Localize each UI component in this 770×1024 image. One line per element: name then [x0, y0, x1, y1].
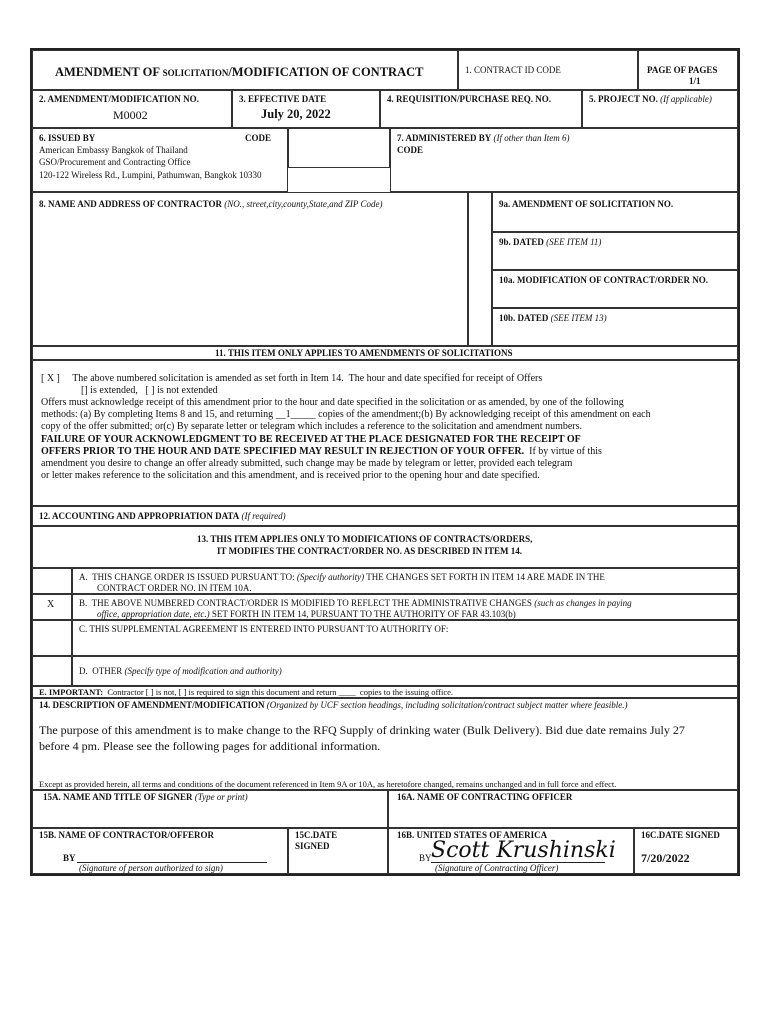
item-16b-label: 16B. UNITED STATES OF AMERICA — [397, 830, 548, 840]
item-16b-cell — [388, 828, 634, 874]
issued-by-cell — [32, 128, 288, 192]
item-11-warning-2: OFFERS PRIOR TO THE HOUR AND DATE SPECIFIED MAY RESULT IN REJECTION OF YOUR OFFER. If by virtue of this — [41, 446, 602, 457]
item-11-line-2: [] is extended, [ ] is not extended — [41, 385, 218, 396]
item-14-label: 14. DESCRIPTION OF AMENDMENT/MODIFICATION (Organized by UCF section headings, including solicitation/contract subject matter where feasible.) — [39, 700, 628, 710]
item-16a-label: 16A. NAME OF CONTRACTING OFFICER — [397, 792, 573, 802]
item-11-line-1: [ X ] The above numbered solicitation is amended as set forth in Item 14. The hour and date specified for receipt of Offers — [41, 373, 543, 384]
item-13d-cell — [72, 656, 738, 686]
item-15c-cell — [288, 828, 388, 874]
administered-by-label: 7. ADMINISTERED BY (If other than Item 6) — [397, 133, 570, 143]
item-13a-check — [32, 568, 72, 594]
item-16b-by: BY — [419, 853, 432, 863]
item-14-except: Except as provided herein, all terms and conditions of the document referenced in Item 9A or 10A, as heretofore changed, remains unchanged and in full force and effect. — [39, 779, 617, 789]
item-13d-text: D. OTHER (Specify type of modification and authority) — [79, 666, 282, 676]
issued-by-line-3: 120-122 Wireless Rd., Lumpini, Pathumwan, Bangkok 10330 — [39, 170, 262, 180]
amendment-no-label: 2. AMENDMENT/MODIFICATION NO. — [39, 94, 199, 104]
administered-code-label: CODE — [397, 145, 424, 155]
item-15b-by: BY — [63, 853, 76, 863]
item-12-cell — [32, 506, 738, 526]
project-no-label: 5. PROJECT NO. (If applicable) — [589, 94, 712, 104]
item-11-tail-1: amendment you desire to change an offer already submitted, such change may be made by telegram or letter, provided each telegram — [41, 458, 573, 469]
issued-by-line-1: American Embassy Bangkok of Thailand — [39, 145, 188, 155]
item-13-heading-1: 13. THIS ITEM APPLIES ONLY TO MODIFICATIONS OF CONTRACTS/ORDERS, — [197, 534, 533, 544]
contractor-cell — [32, 192, 468, 346]
item-16c-cell — [634, 828, 738, 874]
item-13b-mark: X — [47, 599, 55, 610]
amendment-no-cell — [32, 90, 232, 128]
item-15c-label-1: 15C.DATE — [295, 830, 338, 840]
item-15b-label: 15B. NAME OF CONTRACTOR/OFFEROR — [39, 830, 215, 840]
page-label: PAGE OF PAGES — [647, 65, 718, 75]
item-9b-label: 9b. DATED (SEE ITEM 11) — [499, 237, 602, 247]
administered-by-cell — [390, 128, 738, 192]
contractor-label: 8. NAME AND ADDRESS OF CONTRACTOR (NO., street,city,county,State,and ZIP Code) — [39, 199, 383, 209]
item-16c-label: 16C.DATE SIGNED — [641, 830, 720, 840]
item-14-body-2: before 4 pm. Please see the following pages for additional information. — [39, 739, 381, 753]
contracting-officer-signature: Scott Krushinski — [431, 838, 616, 863]
item-11-heading-cell — [32, 346, 738, 360]
item-9a-cell — [492, 192, 738, 232]
item-13b-cell — [72, 594, 738, 620]
item-11-heading: 11. THIS ITEM ONLY APPLIES TO AMENDMENTS OF SOLICITATIONS — [215, 348, 513, 358]
item-13c-cell — [72, 620, 738, 656]
contract-id-label: 1. CONTRACT ID CODE — [465, 65, 561, 75]
contract-id-cell — [458, 50, 638, 90]
check-box-column — [468, 192, 492, 346]
item-14-body-1: The purpose of this amendment is to make change to the RFQ Supply of drinking water (Bulk Delivery). Bid due date remains July 27 — [39, 723, 685, 737]
item-11-body-cell — [32, 360, 738, 506]
item-13-heading-2: IT MODIFIES THE CONTRACT/ORDER NO. AS DESCRIBED IN ITEM 14. — [217, 546, 522, 556]
item-11-line-5: copy of the offer submitted; or(c) By separate letter or telegram which includes a reference to the solicitation and amendment numbers. — [41, 421, 583, 432]
item-13-heading-cell — [32, 526, 738, 568]
item-16c-value: 7/20/2022 — [641, 851, 690, 865]
page-value: 1/1 — [689, 76, 701, 86]
item-12-label: 12. ACCOUNTING AND APPROPRIATION DATA (If required) — [39, 511, 286, 521]
effective-date-value: July 20, 2022 — [261, 107, 331, 121]
issued-code-box — [288, 128, 390, 168]
project-no-cell — [582, 90, 738, 128]
effective-date-label: 3. EFFECTIVE DATE — [239, 94, 327, 104]
item-11-line-3: Offers must acknowledge receipt of this amendment prior to the hour and date specified in the solicitation or as amended, by one of the following — [41, 397, 624, 408]
item-15a-cell — [32, 790, 388, 828]
item-13c-text: C. THIS SUPPLEMENTAL AGREEMENT IS ENTERED INTO PURSUANT TO AUTHORITY OF: — [79, 624, 449, 634]
item-11-line-4: methods: (a) By completing Items 8 and 15, and returning __1_____ copies of the amendment;(b) By acknowledging receipt of this amendment on each — [41, 409, 651, 420]
item-13c-check — [32, 620, 72, 656]
item-e-cell — [32, 686, 738, 698]
item-9b-cell — [492, 232, 738, 270]
item-15b-hint: (Signature of person authorized to sign) — [79, 863, 223, 873]
item-11-warning-1: FAILURE OF YOUR ACKNOWLEDGMENT TO BE RECEIVED AT THE PLACE DESIGNATED FOR THE RECEIPT OF — [41, 434, 581, 445]
amendment-no-value: M0002 — [113, 108, 148, 122]
item-15b-cell — [32, 828, 288, 874]
item-13b-text: B. THE ABOVE NUMBERED CONTRACT/ORDER IS MODIFIED TO REFLECT THE ADMINISTRATIVE CHANGES (such as changes in paying — [79, 598, 632, 608]
title-cell — [32, 50, 458, 90]
item-10a-label: 10a. MODIFICATION OF CONTRACT/ORDER NO. — [499, 275, 709, 285]
effective-date-cell — [232, 90, 380, 128]
item-13a-cell — [72, 568, 738, 594]
item-e-text: E. IMPORTANT: Contractor [ ] is not, [ ] is required to sign this document and return ____ copies to the issuing office. — [39, 687, 454, 697]
item-16a-cell — [388, 790, 738, 828]
requisition-cell — [380, 90, 582, 128]
issued-by-label: 6. ISSUED BY — [39, 133, 96, 143]
item-13a-text: A. THIS CHANGE ORDER IS ISSUED PURSUANT TO: (Specify authority) THE CHANGES SET FORTH IN ITEM 14 ARE MADE IN THE — [79, 572, 605, 582]
item-13a-text-2: CONTRACT ORDER NO. IN ITEM 10A. — [97, 583, 252, 593]
requisition-label: 4. REQUISITION/PURCHASE REQ. NO. — [387, 94, 552, 104]
issued-code-label: CODE — [245, 133, 272, 143]
item-10b-cell — [492, 308, 738, 346]
page-cell — [638, 50, 738, 90]
item-13d-check — [32, 656, 72, 686]
item-15c-label-2: SIGNED — [295, 841, 330, 851]
issued-by-line-2: GSO/Procurement and Contracting Office — [39, 157, 191, 167]
item-15a-label: 15A. NAME AND TITLE OF SIGNER (Type or print) — [43, 792, 248, 802]
item-10a-cell — [492, 270, 738, 308]
item-9a-label: 9a. AMENDMENT OF SOLICITATION NO. — [499, 199, 674, 209]
item-13b-text-2: office, appropriation date, etc.) SET FORTH IN ITEM 14, PURSUANT TO THE AUTHORITY OF FAR 43.103(b) — [97, 609, 516, 619]
item-14-cell — [32, 698, 738, 790]
item-16b-hint: (Signature of Contracting Officer) — [435, 863, 559, 873]
item-10b-label: 10b. DATED (SEE ITEM 13) — [499, 313, 607, 323]
sf30-form — [30, 48, 740, 876]
item-13b-check — [32, 594, 72, 620]
item-11-tail-2: or letter makes reference to the solicitation and this amendment, and is received prior to the opening hour and date specified. — [41, 470, 540, 481]
form-title: AMENDMENT OF SOLICITATION/MODIFICATION OF CONTRACT — [55, 65, 424, 79]
